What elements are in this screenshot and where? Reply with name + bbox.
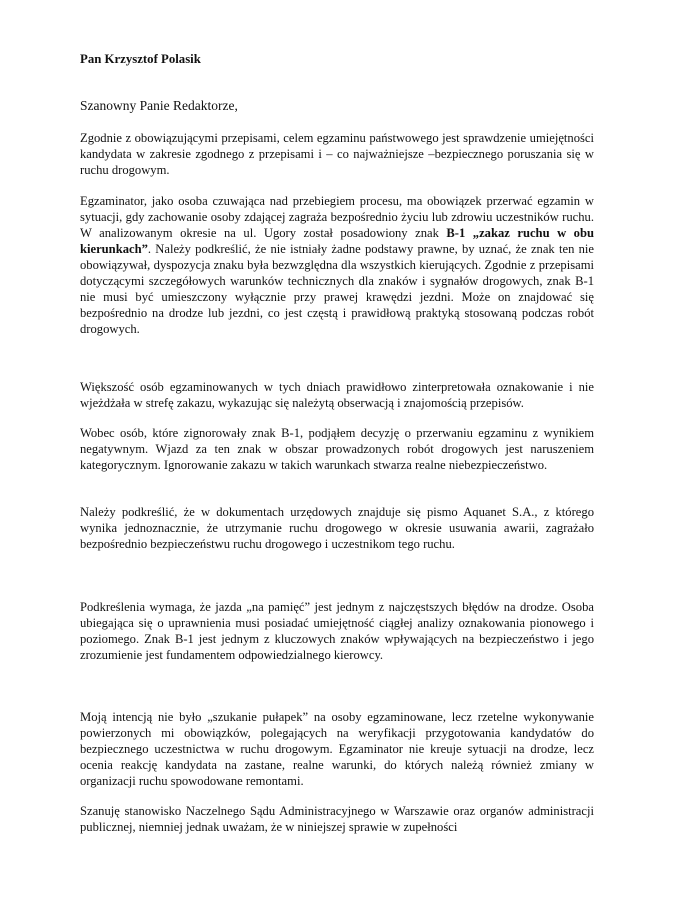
- paragraph-text: . Należy podkreślić, że nie istniały żadne podstawy prawne, by uznać, że znak ten nie obowiązywał, dyspozycja znaku była bezwzględna dla wszystkich kierujących. Zgodnie z przepisami dotyczącymi szczegółowych warunków technicznych dla znaków i sygnałów drogowych, znak B-1 nie musi być umieszczony wyłącznie przy prawej krawędzi jezdni. Może on znajdować się bezpośrednio na drodze lub jezdni, co jest częstą i prawidłową praktyką stosowaną podczas robót drogowych.: [80, 242, 594, 336]
- paragraph-exam-termination: Wobec osób, które zignorowały znak B-1, podjąłem decyzję o przerwaniu egzaminu z wynikiem negatywnym. Wjazd za ten znak w obszar prowadzonych robót drogowych jest naruszeniem kategorycznym. Ignorowanie zakazu w takich warunkach stwarza realne niebezpieczeństwo.: [80, 426, 594, 472]
- paragraph-examiner-duty: [80, 193, 594, 337]
- paragraph-majority-interpretation: Większość osób egzaminowanych w tych dniach prawidłowo zinterpretowała oznakowanie i nie wjeżdżała w strefę zakazu, wykazując się należytą obserwacją i znajomością przepisów.: [80, 380, 594, 410]
- paragraph-text: Egzaminator, jako osoba czuwająca nad przebiegiem procesu, ma obowiązek przerwać egzamin w sytuacji, gdy zachowanie osoby zdającej zagraża bezpośrednio życiu lub zdrowiu uczestników ruchu. W analizowanym okresie na ul. Ugory został posadowiony znak: [80, 194, 594, 240]
- salutation: Szanowny Panie Redaktorze,: [80, 98, 238, 113]
- paragraph-aquanet-letter: Należy podkreślić, że w dokumentach urzędowych znajduje się pismo Aquanet S.A., z którego wynika jednoznacznie, że utrzymanie ruchu drogowego w okresie usuwania awarii, zagrażało bezpośrednio bezpieczeństwu ruchu drogowego i uczestnikom tego ruchu.: [80, 505, 594, 551]
- paragraph-exam-purpose: Zgodnie z obowiązującymi przepisami, celem egzaminu państwowego jest sprawdzenie umiejętności kandydata w zakresie zgodnego z przepisami i – co najważniejsze –bezpiecznego poruszania się w ruchu drogowym.: [80, 131, 594, 177]
- paragraph-nsa-position: Szanuję stanowisko Naczelnego Sądu Administracyjnego w Warszawie oraz organów administracji publicznej, niemniej jednak uważam, że w niniejszej sprawie w zupełności: [80, 804, 594, 834]
- sign-b1-bold: B-1 „zakaz ruchu w obu kierunkach”: [80, 226, 594, 256]
- recipient-name: Pan Krzysztof Polasik: [80, 52, 201, 66]
- paragraph-driving-from-memory: Podkreślenia wymaga, że jazda „na pamięć” jest jednym z najczęstszych błędów na drodze. Osoba ubiegająca się o uprawnienia musi posiadać umiejętność ciągłej analizy oznakowania pionowego i poziomego. Znak B-1 jest jednym z kluczowych znaków wpływających na bezpieczeństwo i jego zrozumienie jest fundamentem odpowiedzialnego kierowcy.: [80, 600, 594, 662]
- paragraph-intention: Moją intencją nie było „szukanie pułapek” na osoby egzaminowane, lecz rzetelne wykonywanie powierzonych mi obowiązków, polegających na weryfikacji przygotowania kandydatów do bezpiecznego uczestnictwa w ruchu drogowym. Egzaminator nie kreuje sytuacji na drodze, lecz ocenia reakcję kandydata na zastane, realne warunki, do których należą również zmiany w organizacji ruchu spowodowane remontami.: [80, 710, 594, 788]
